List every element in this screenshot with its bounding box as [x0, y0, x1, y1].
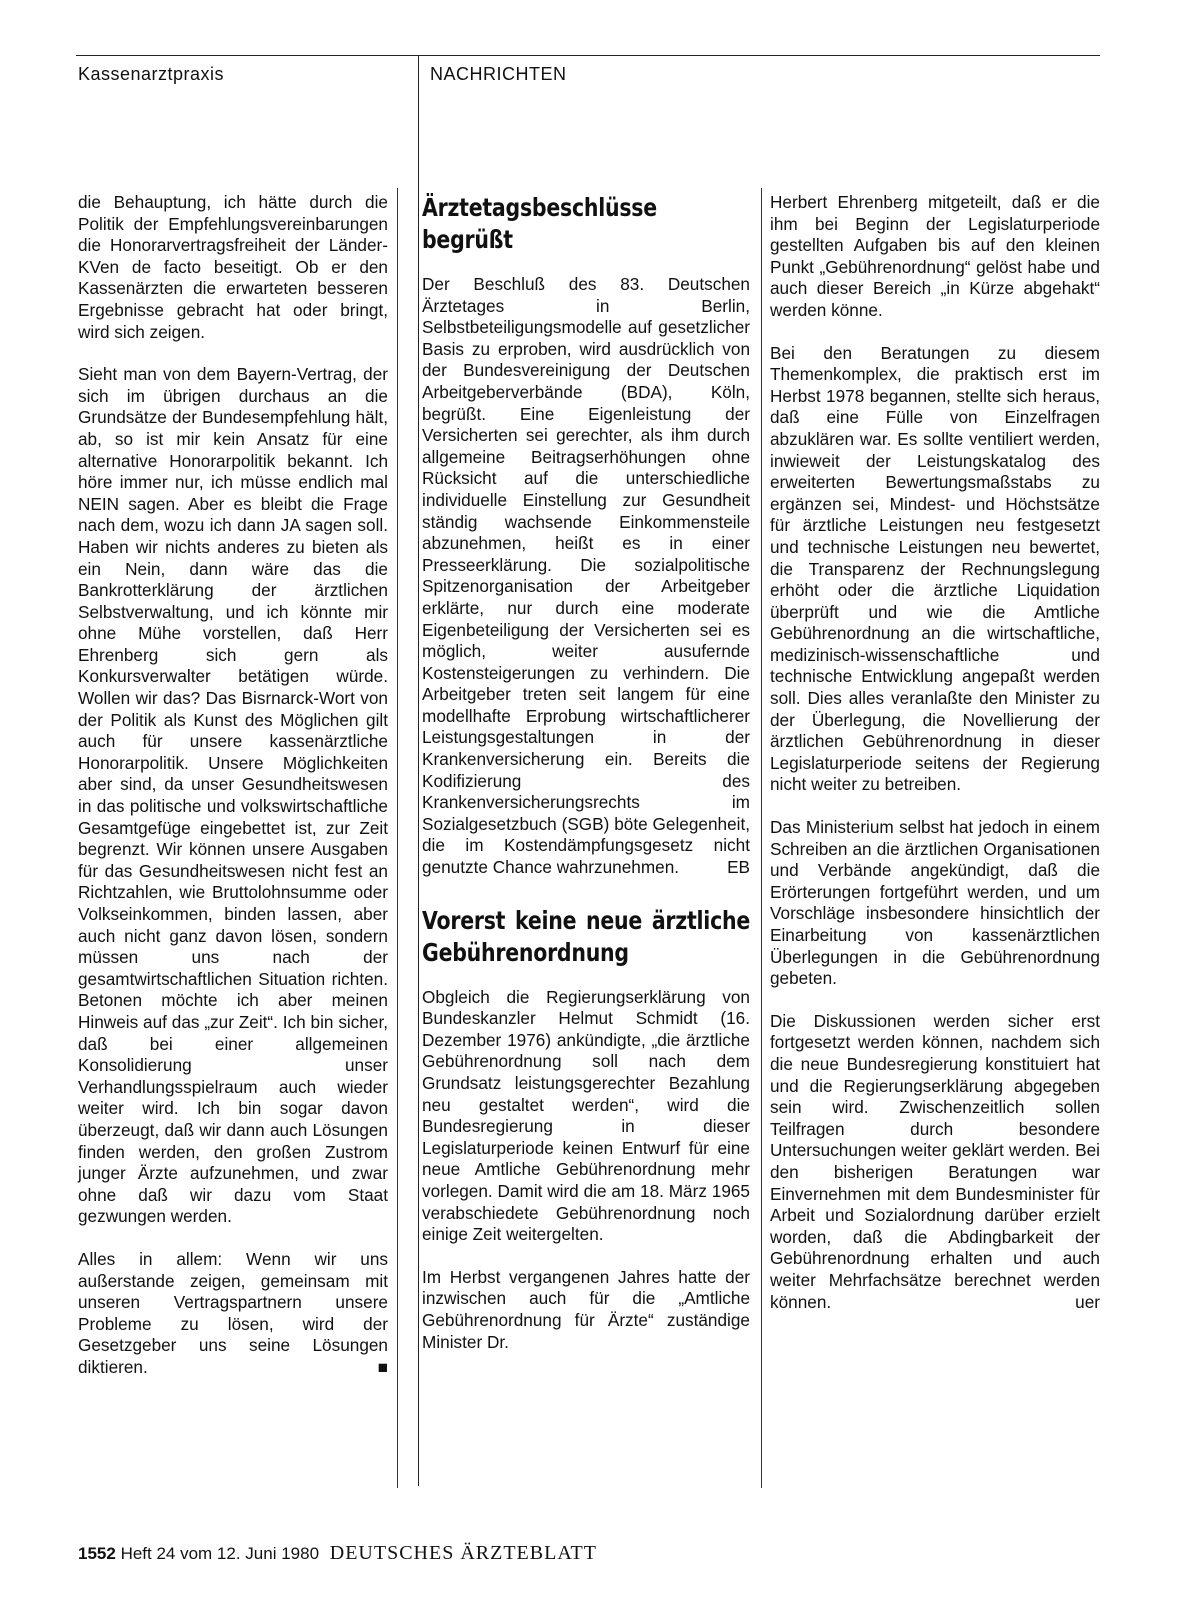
- paragraph: Obgleich die Regierungserklärung von Bundeskanzler Helmut Schmidt (16. Dezember 1976) ankündigte, „die ärztliche Gebührenordnung soll nach dem Grundsatz leistungsgerechter Bezahlung neu gestaltet werden“, wird die Bundesregierung in dieser Legislaturperiode keinen Entwurf für eine neue Amtliche Gebührenordnung mehr vorlegen. Damit wird die am 18. März 1965 verabschiedete Gebührenordnung noch einige Zeit weitergelten.: [422, 986, 750, 1245]
- publication-name: DEUTSCHES ÄRZTEBLATT: [329, 1542, 597, 1564]
- paragraph: Im Herbst vergangenen Jahres hatte der inzwischen auch für die „Amtliche Gebührenordnung für Ärzte“ zuständige Minister Dr.: [422, 1266, 750, 1352]
- page-number: 1552: [78, 1544, 116, 1563]
- article-body: [422, 274, 750, 879]
- header-divider: [418, 55, 419, 1486]
- column-right: [770, 192, 1100, 1334]
- paragraph: [78, 1249, 388, 1379]
- page-footer: [78, 1542, 597, 1565]
- column-divider-right: [761, 188, 762, 1488]
- article-headline: Ärztetagsbeschlüsse begrüßt: [422, 193, 657, 254]
- paragraph: Das Ministerium selbst hat jedoch in einem Schreiben an die ärztlichen Organisationen und Verbände angekündigt, daß die Erörterungen fortgeführt werden, und um Vorschläge insbesondere hinsichtlich der Einarbeitung von kassenärztlichen Überlegungen in die Gebührenordnung gebeten.: [770, 817, 1100, 989]
- author-signature: uer: [1075, 1291, 1100, 1312]
- column-left: [78, 192, 388, 1399]
- end-mark: ■: [377, 1356, 388, 1377]
- column-divider-left: [397, 188, 398, 1488]
- paragraph: Herbert Ehrenberg mitgeteilt, daß er die ihm bei Beginn der Legislaturperiode gestellten Aufgaben bis auf den kleinen Punkt „Gebührenordnung“ gelöst habe und auch dieser Bereich „in Kürze abgehakt“ werden könne.: [770, 192, 1100, 320]
- paragraph-text: Die Diskussionen werden sicher erst fortgesetzt werden können, nachdem sich die neue Bundesregierung konstituiert hat und die Regierungserklärung abgegeben sein wird. Zwischenzeitlich sollen Teilfragen durch besondere Untersuchungen weiter geklärt werden. Bei den bisherigen Beratungen war Einvernehmen mit dem Bundesminister für Arbeit und Sozialordnung darüber erzielt worden, daß die Abdingbarkeit der Gebührenordnung erhalten und auch weiter Mehrfachsätze berechnet werden können.: [770, 1010, 1100, 1312]
- section-label: Kassenarztpraxis: [78, 64, 225, 84]
- column-middle: [422, 192, 750, 1374]
- paragraph: Sieht man von dem Bayern-Vertrag, der sich im übrigen durchaus an die Grundsätze der Bundesempfehlung hält, ab, so ist mir kein Ansatz für eine alternative Honorarpolitik bekannt. Ich höre immer nur, ich müsse endlich mal NEIN sagen. Aber es bleibt die Frage nach dem, wozu ich dann JA sagen soll. Haben wir nichts anderes zu bieten als ein Nein, dann wäre das die Bankrotterklärung der ärztlichen Selbstverwaltung, und ich könnte mir ohne Mühe vorstellen, daß Herr Ehrenberg sich gern als Konkursverwalter betätigen würde. Wollen wir das? Das Bisrnarck-Wort von der Politik als Kunst des Möglichen gilt auch für unsere kassenärztliche Honorarpolitik. Unsere Möglichkeiten aber sind, da unser Gesundheitswesen in das politische und volkswirtschaftliche Gesamtgefüge eingebettet ist, zur Zeit begrenzt. Wir können unsere Ausgaben für das Gesundheitswesen nicht fest an Richtzahlen, wie Bruttolohnsumme oder Volkseinkommen, binden lassen, aber auch nicht ganz davon lösen, sondern müssen uns nach der gesamtwirtschaftlichen Situation richten. Betonen möchte ich aber meinen Hinweis auf das „zur Zeit“. Ich bin sicher, daß bei einer allgemeinen Konsolidierung unser Verhandlungsspielraum auch wieder weiter wird. Ich bin sogar davon überzeugt, daß wir dann auch Lösungen finden werden, den großen Zustrom junger Ärzte aufzunehmen, und zwar ohne daß wir dazu vom Staat gezwungen werden.: [78, 364, 388, 1227]
- issue-info: Heft 24 vom 12. Juni 1980: [120, 1544, 320, 1563]
- author-signature: EB: [727, 857, 750, 878]
- paragraph: Bei den Beratungen zu diesem Themenkomplex, die praktisch erst im Herbst 1978 begannen, stellte sich heraus, daß eine Fülle von Einzelfragen abzuklären war. Es sollte ventiliert werden, inwieweit der Leistungskatalog des erweiterten Bewertungsmaßstabs zu ergänzen sei, Mindest- und Höchstsätze für ärztliche Leistungen neu festgesetzt und technische Leistungen neu bewertet, die Transparenz der Rechnungslegung erhöht oder die ärztliche Liquidation überprüft und wie die Amtliche Gebührenordnung an die wirtschaftliche, medizinisch-wissenschaftliche und technische Entwicklung angepaßt werden soll. Dies alles veranlaßte den Minister zu der Überlegung, die Novellierung der ärztlichen Gebührenordnung in dieser Legislaturperiode seitens der Regierung nicht weiter zu betreiben.: [770, 342, 1100, 795]
- paragraph: [770, 1011, 1100, 1313]
- category-label: NACHRICHTEN: [430, 64, 567, 84]
- paragraph: die Behauptung, ich hätte durch die Politik der Empfehlungsvereinbarungen die Honorarvertragsfreiheit der Länder-KVen de facto beseitigt. Ob er den Kassenärzten die erwarteten besseren Ergebnisse gebracht hat oder bringt, wird sich zeigen.: [78, 192, 388, 342]
- article-headline: Vorerst keine neue ärztliche Gebührenordnung: [422, 905, 750, 967]
- header-rule: [76, 55, 1100, 56]
- paragraph-text: Alles in allem: Wenn wir uns außerstande zeigen, gemeinsam mit unseren Vertragspartnern unsere Probleme zu lösen, wird der Gesetzgeber uns seine Lösungen diktieren.: [78, 1248, 388, 1377]
- paragraph-text: Der Beschluß des 83. Deutschen Ärztetages in Berlin, Selbstbeteiligungsmodelle auf gesetzlicher Basis zu erproben, wird ausdrücklich von der Bundesvereinigung der Deutschen Arbeitgeberverbände (BDA), Köln, begrüßt. Eine Eigenleistung der Versicherten sei gerechter, als ihm durch allgemeine Beitragserhöhungen ohne Rücksicht auf die unterschiedliche individuelle Einstellung zur Gesundheit ständig wachsende Einkommensteile abzunehmen, heißt es in einer Presseerklärung. Die sozialpolitische Spitzenorganisation der Arbeitgeber erklärte, nur durch eine moderate Eigenbeteiligung der Versicherten sei es möglich, weiter ausufernde Kostensteigerungen zu verhindern. Die Arbeitgeber treten seit langem für eine modellhafte Erprobung wirtschaftlicherer Leistungsgestaltungen in der Krankenversicherung ein. Bereits die Kodifizierung des Krankenversicherungsrechts im Sozialgesetzbuch (SGB) böte Gelegenheit, die im Kostendämpfungsgesetz nicht genutzte Chance wahrzunehmen.: [422, 274, 750, 878]
